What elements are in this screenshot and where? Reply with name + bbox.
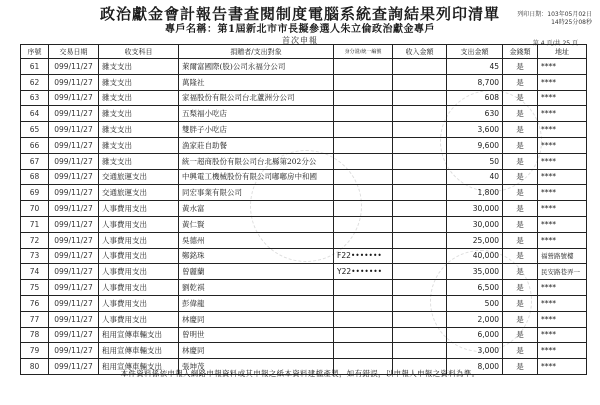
row-index: 71 xyxy=(21,216,49,232)
row-cash-flag: 是 xyxy=(503,248,538,264)
row-category: 人事費用支出 xyxy=(99,280,179,296)
print-timestamp xyxy=(517,11,592,27)
row-payee: 彭偉龍 xyxy=(179,295,334,311)
row-cash-flag: 是 xyxy=(503,90,538,106)
row-expense: 30,000 xyxy=(447,201,503,217)
row-income xyxy=(393,311,447,327)
row-payee: 張坤茂 xyxy=(179,359,334,375)
row-id-number xyxy=(334,106,393,122)
row-payee: 林慶同 xyxy=(179,343,334,359)
row-id-number xyxy=(334,59,393,75)
row-date: 099/11/27 xyxy=(49,264,99,280)
row-category: 人事費用支出 xyxy=(99,232,179,248)
row-date: 099/11/27 xyxy=(49,153,99,169)
row-index: 66 xyxy=(21,137,49,153)
row-address: **** xyxy=(538,327,587,343)
row-address: **** xyxy=(538,280,587,296)
row-category: 人事費用支出 xyxy=(99,264,179,280)
row-date: 099/11/27 xyxy=(49,169,99,185)
table-row xyxy=(21,169,587,185)
row-income xyxy=(393,264,447,280)
row-payee: 同宏事業有限公司 xyxy=(179,185,334,201)
row-date: 099/11/27 xyxy=(49,216,99,232)
row-income xyxy=(393,90,447,106)
col-header-address: 地址 xyxy=(538,45,587,59)
row-date: 099/11/27 xyxy=(49,295,99,311)
row-cash-flag: 是 xyxy=(503,185,538,201)
row-index: 74 xyxy=(21,264,49,280)
row-expense: 3,600 xyxy=(447,122,503,138)
row-income xyxy=(393,59,447,75)
table-row xyxy=(21,295,587,311)
row-income xyxy=(393,74,447,90)
table-row xyxy=(21,327,587,343)
row-index: 79 xyxy=(21,343,49,359)
row-date: 099/11/27 xyxy=(49,185,99,201)
row-income xyxy=(393,248,447,264)
col-header-id-number: 身分證/統一編號 xyxy=(334,45,393,59)
row-address: **** xyxy=(538,74,587,90)
row-category: 人事費用支出 xyxy=(99,201,179,217)
row-category: 人事費用支出 xyxy=(99,295,179,311)
row-expense: 6,000 xyxy=(447,327,503,343)
table-row xyxy=(21,280,587,296)
row-id-number xyxy=(334,137,393,153)
row-income xyxy=(393,169,447,185)
row-category: 人事費用支出 xyxy=(99,311,179,327)
ledger-table xyxy=(20,44,587,375)
row-date: 099/11/27 xyxy=(49,343,99,359)
row-id-number xyxy=(334,122,393,138)
table-row xyxy=(21,137,587,153)
row-category: 租用宣傳車輛支出 xyxy=(99,359,179,375)
row-index: 64 xyxy=(21,106,49,122)
row-index: 78 xyxy=(21,327,49,343)
row-id-number: F22••••••• xyxy=(334,248,393,264)
row-expense: 6,500 xyxy=(447,280,503,296)
print-date: 列印日期：103年05月02日 xyxy=(517,11,592,18)
table-row xyxy=(21,185,587,201)
row-income xyxy=(393,280,447,296)
row-category: 人事費用支出 xyxy=(99,248,179,264)
row-expense: 8,700 xyxy=(447,74,503,90)
row-category: 雜支支出 xyxy=(99,74,179,90)
row-expense: 35,000 xyxy=(447,264,503,280)
row-expense: 9,600 xyxy=(447,137,503,153)
col-header-income: 收入金額 xyxy=(393,45,447,59)
col-header-date: 交易日期 xyxy=(49,45,99,59)
row-address: **** xyxy=(538,169,587,185)
row-expense: 608 xyxy=(447,90,503,106)
row-index: 80 xyxy=(21,359,49,375)
row-cash-flag: 是 xyxy=(503,280,538,296)
row-id-number xyxy=(334,327,393,343)
row-payee: 雙胖子小吃店 xyxy=(179,122,334,138)
row-cash-flag: 是 xyxy=(503,343,538,359)
row-index: 63 xyxy=(21,90,49,106)
row-cash-flag: 是 xyxy=(503,137,538,153)
row-income xyxy=(393,327,447,343)
row-id-number: Y22••••••• xyxy=(334,264,393,280)
row-address: **** xyxy=(538,216,587,232)
row-category: 雜支支出 xyxy=(99,59,179,75)
row-income xyxy=(393,122,447,138)
table-row xyxy=(21,264,587,280)
row-payee: 五梨福小吃店 xyxy=(179,106,334,122)
row-address: **** xyxy=(538,90,587,106)
row-category: 雜支支出 xyxy=(99,106,179,122)
row-index: 65 xyxy=(21,122,49,138)
row-payee: 黃仁賢 xyxy=(179,216,334,232)
row-address: **** xyxy=(538,153,587,169)
row-payee: 黃水富 xyxy=(179,201,334,217)
row-address: **** xyxy=(538,343,587,359)
row-expense: 40,000 xyxy=(447,248,503,264)
table-row xyxy=(21,122,587,138)
row-income xyxy=(393,185,447,201)
row-category: 交通旅運支出 xyxy=(99,169,179,185)
row-cash-flag: 是 xyxy=(503,311,538,327)
row-payee: 林慶同 xyxy=(179,311,334,327)
row-date: 099/11/27 xyxy=(49,90,99,106)
report-title: 政治獻金會計報告書查閱制度電腦系統查詢結果列印清單 xyxy=(99,5,500,23)
row-date: 099/11/27 xyxy=(49,122,99,138)
row-index: 61 xyxy=(21,59,49,75)
row-id-number xyxy=(334,280,393,296)
row-address: **** xyxy=(538,185,587,201)
row-category: 雜支支出 xyxy=(99,122,179,138)
row-expense: 50 xyxy=(447,153,503,169)
row-income xyxy=(393,343,447,359)
row-expense: 30,000 xyxy=(447,216,503,232)
col-header-payee: 捐贈者/支出對象 xyxy=(179,45,334,59)
row-cash-flag: 是 xyxy=(503,122,538,138)
row-income xyxy=(393,106,447,122)
row-expense: 45 xyxy=(447,59,503,75)
row-date: 099/11/27 xyxy=(49,280,99,296)
footer-note: 本件資料係依申報人網路申報資料或其申報之紙本資料建檔產製，如有錯誤，以申報人申報之資料為準。 xyxy=(120,369,480,378)
row-id-number xyxy=(334,216,393,232)
print-time: 14時25分08秒 xyxy=(551,19,592,26)
table-row xyxy=(21,59,587,75)
row-id-number xyxy=(334,295,393,311)
row-date: 099/11/27 xyxy=(49,201,99,217)
table-row xyxy=(21,90,587,106)
table-row xyxy=(21,343,587,359)
row-id-number xyxy=(334,74,393,90)
row-address: **** xyxy=(538,59,587,75)
row-cash-flag: 是 xyxy=(503,106,538,122)
row-index: 75 xyxy=(21,280,49,296)
row-index: 69 xyxy=(21,185,49,201)
account-name: 專戶名稱：第1屆新北市市長擬參選人朱立倫政治獻金專戶 xyxy=(165,24,435,35)
row-category: 雜支支出 xyxy=(99,137,179,153)
row-cash-flag: 是 xyxy=(503,169,538,185)
row-payee: 漁家莊自助餐 xyxy=(179,137,334,153)
row-date: 099/11/27 xyxy=(49,248,99,264)
row-id-number xyxy=(334,169,393,185)
row-cash-flag: 是 xyxy=(503,359,538,375)
row-payee: 萬隆社 xyxy=(179,74,334,90)
row-expense: 3,000 xyxy=(447,343,503,359)
table-row xyxy=(21,106,587,122)
row-address: **** xyxy=(538,359,587,375)
row-cash-flag: 是 xyxy=(503,74,538,90)
row-cash-flag: 是 xyxy=(503,153,538,169)
row-id-number xyxy=(334,343,393,359)
row-expense: 500 xyxy=(447,295,503,311)
table-row xyxy=(21,74,587,90)
row-expense: 630 xyxy=(447,106,503,122)
row-date: 099/11/27 xyxy=(49,232,99,248)
row-cash-flag: 是 xyxy=(503,232,538,248)
row-cash-flag: 是 xyxy=(503,295,538,311)
row-category: 交通旅運支出 xyxy=(99,185,179,201)
col-header-expense: 支出金額 xyxy=(447,45,503,59)
row-income xyxy=(393,153,447,169)
table-row xyxy=(21,216,587,232)
page-indicator: 第 4 頁/共 25 頁 xyxy=(532,40,578,47)
row-category: 租用宣傳車輛支出 xyxy=(99,327,179,343)
row-cash-flag: 是 xyxy=(503,216,538,232)
row-payee: 曾麗蘭 xyxy=(179,264,334,280)
row-cash-flag: 是 xyxy=(503,201,538,217)
row-id-number xyxy=(334,185,393,201)
row-payee: 統一超商股份有限公司台北縣第202分公 xyxy=(179,153,334,169)
row-date: 099/11/27 xyxy=(49,106,99,122)
row-index: 67 xyxy=(21,153,49,169)
row-cash-flag: 是 xyxy=(503,59,538,75)
row-payee: 中興電工機械股份有限公司嘟嘟房中和國 xyxy=(179,169,334,185)
row-payee: 鄭銘珠 xyxy=(179,248,334,264)
row-payee: 曾明世 xyxy=(179,327,334,343)
row-id-number xyxy=(334,90,393,106)
row-expense: 40 xyxy=(447,169,503,185)
row-address: 民安路巷弄一 xyxy=(538,264,587,280)
row-address: **** xyxy=(538,295,587,311)
table-row xyxy=(21,232,587,248)
row-payee: 吳德州 xyxy=(179,232,334,248)
row-index: 72 xyxy=(21,232,49,248)
col-header-index: 序號 xyxy=(21,45,49,59)
row-index: 76 xyxy=(21,295,49,311)
row-date: 099/11/27 xyxy=(49,137,99,153)
table-row xyxy=(21,248,587,264)
report-type: 首次申報 xyxy=(282,36,318,45)
row-expense: 1,800 xyxy=(447,185,503,201)
row-address: 福營路號樓 xyxy=(538,248,587,264)
row-expense: 25,000 xyxy=(447,232,503,248)
row-address: **** xyxy=(538,232,587,248)
row-date: 099/11/27 xyxy=(49,311,99,327)
row-cash-flag: 是 xyxy=(503,264,538,280)
table-row xyxy=(21,153,587,169)
row-id-number xyxy=(334,311,393,327)
row-address: **** xyxy=(538,137,587,153)
row-date: 099/11/27 xyxy=(49,59,99,75)
row-date: 099/11/27 xyxy=(49,327,99,343)
table-row xyxy=(21,201,587,217)
row-expense: 2,000 xyxy=(447,311,503,327)
row-cash-flag: 是 xyxy=(503,327,538,343)
row-expense: 8,000 xyxy=(447,359,503,375)
row-address: **** xyxy=(538,201,587,217)
row-payee: 家福股份有限公司台北蘆洲分公司 xyxy=(179,90,334,106)
row-date: 099/11/27 xyxy=(49,74,99,90)
row-address: **** xyxy=(538,106,587,122)
row-income xyxy=(393,295,447,311)
table-header-row xyxy=(21,45,587,59)
row-id-number xyxy=(334,201,393,217)
row-income xyxy=(393,137,447,153)
col-header-category: 收支科目 xyxy=(99,45,179,59)
row-income xyxy=(393,216,447,232)
row-index: 68 xyxy=(21,169,49,185)
row-category: 租用宣傳車輛支出 xyxy=(99,343,179,359)
row-address: **** xyxy=(538,122,587,138)
row-index: 73 xyxy=(21,248,49,264)
row-date: 099/11/27 xyxy=(49,359,99,375)
row-income xyxy=(393,232,447,248)
row-id-number xyxy=(334,232,393,248)
row-index: 70 xyxy=(21,201,49,217)
row-category: 雜支支出 xyxy=(99,153,179,169)
table-row xyxy=(21,311,587,327)
row-address: **** xyxy=(538,311,587,327)
row-payee: 劉乾祺 xyxy=(179,280,334,296)
row-category: 雜支支出 xyxy=(99,90,179,106)
row-index: 77 xyxy=(21,311,49,327)
col-header-cash: 金錢類 xyxy=(503,45,538,59)
row-index: 62 xyxy=(21,74,49,90)
row-id-number xyxy=(334,153,393,169)
row-payee: 萊爾富國際(股)公司永福分公司 xyxy=(179,59,334,75)
row-income xyxy=(393,201,447,217)
row-category: 人事費用支出 xyxy=(99,216,179,232)
